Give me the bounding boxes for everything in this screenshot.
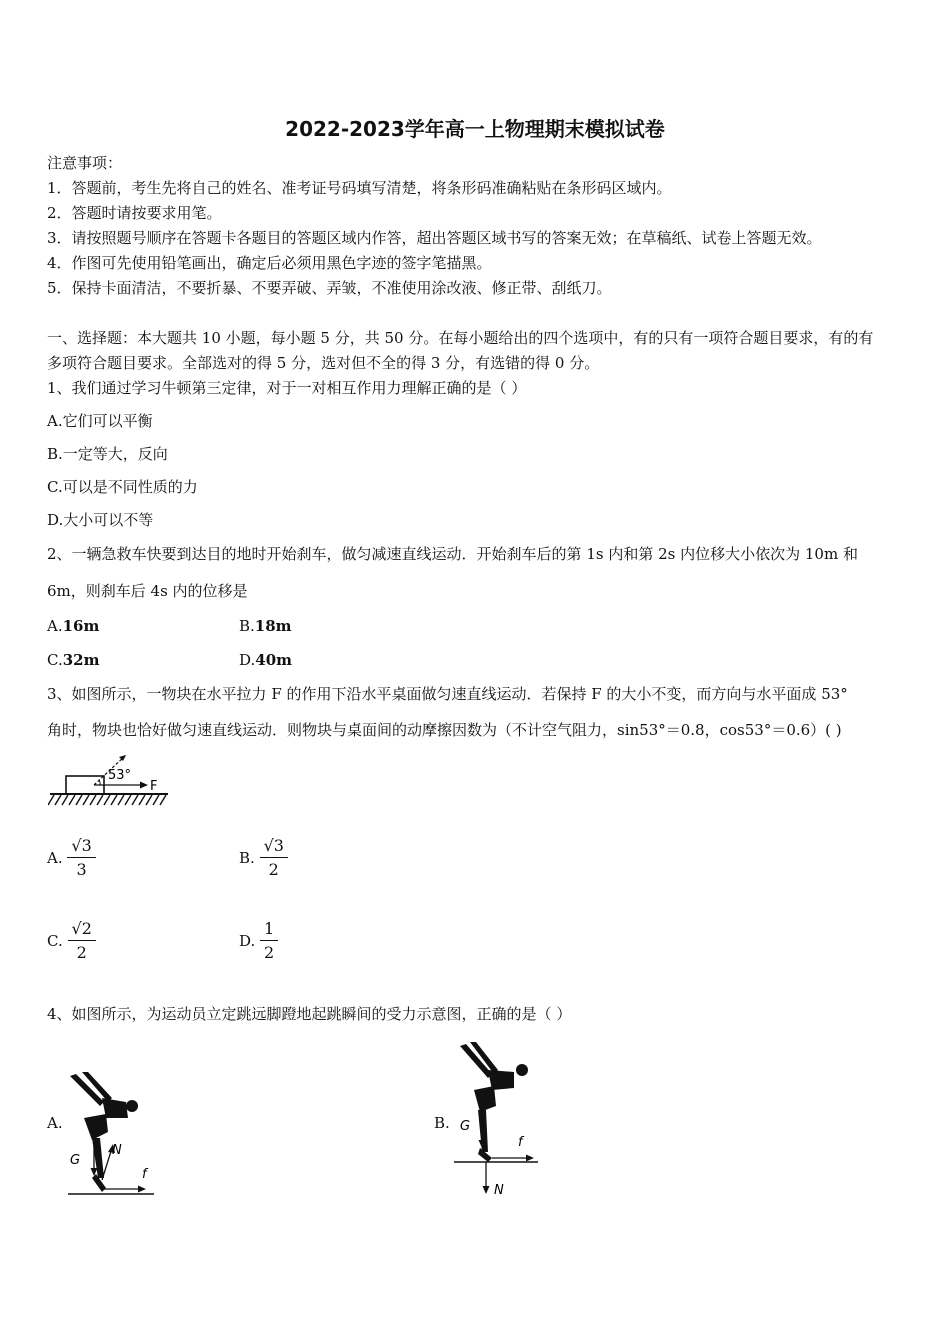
label-f: f (518, 1135, 523, 1150)
fraction: $\frac{√3}{2}$ (260, 836, 288, 880)
q4-option-a-label: A. (47, 1114, 63, 1132)
notes-item: 3．请按照题号顺序在答题卡各题目的答题区域内作答，超出答题区域书写的答案无效；在草稿纸、试卷上答题无效。 (47, 229, 822, 247)
q1-option-d: D.大小可以不等 (47, 511, 154, 529)
section-header-line2: 多项符合题目要求。全部选对的得 5 分，选对但不全的得 3 分，有选错的得 0 分。 (47, 354, 600, 372)
q2-option-c: C.32m (47, 651, 100, 669)
fraction: $\frac{1}{2}$ (260, 919, 278, 963)
fraction: $\frac{√3}{3}$ (67, 836, 95, 880)
q2-option-d: D.40m (239, 651, 293, 669)
q4-stem: 4、如图所示，为运动员立定跳远脚蹬地起跳瞬间的受力示意图，正确的是（ ） (47, 1005, 572, 1023)
notes-heading: 注意事项： (47, 154, 123, 172)
q3-option-b: B. $\frac{√3}{2}$ (239, 836, 288, 880)
section-header-line1: 一、选择题：本大题共 10 小题，每小题 5 分，共 50 分。在每小题给出的四个选项中，有的只有一项符合题目要求，有的有 (47, 329, 874, 347)
q4-option-b-label: B. (434, 1114, 450, 1132)
q3-stem-line2: 角时，物块也恰好做匀速直线运动．则物块与桌面间的动摩擦因数为（不计空气阻力，sin53°＝0.8，cos53°＝0.6）( ) (47, 721, 842, 739)
label-f: f (142, 1167, 147, 1182)
q1-stem: 1、我们通过学习牛顿第三定律，对于一对相互作用力理解正确的是（ ） (47, 379, 527, 397)
label-n: N (112, 1143, 122, 1158)
q2-stem-line1: 2、一辆急救车快要到达目的地时开始刹车，做匀减速直线运动．开始刹车后的第 1s 内和第 2s 内位移大小依次为 10m 和 (47, 545, 858, 563)
label-g: G (460, 1119, 471, 1134)
label-n: N (494, 1183, 504, 1198)
notes-item: 4．作图可先使用铅笔画出，确定后必须用黑色字迹的签字笔描黑。 (47, 254, 492, 272)
q4-figure-a-athlete-forces (62, 1068, 162, 1200)
q3-option-d: D. $\frac{1}{2}$ (239, 919, 278, 963)
angle-label: 53° (108, 768, 132, 783)
q2-option-a: A.16m (47, 617, 100, 635)
q1-option-a: A.它们可以平衡 (47, 412, 153, 430)
q3-stem-line1: 3、如图所示，一物块在水平拉力 F 的作用下沿水平桌面做匀速直线运动．若保持 F 的大小不变，而方向与水平面成 53° (47, 685, 848, 703)
q3-option-a: A. $\frac{√3}{3}$ (47, 836, 96, 880)
force-label: F (150, 779, 158, 794)
q2-stem-line2: 6m，则刹车后 4s 内的位移是 (47, 582, 248, 600)
q3-option-c: C. $\frac{√2}{2}$ (47, 919, 96, 963)
q1-option-b: B.一定等大，反向 (47, 445, 168, 463)
q2-option-b: B.18m (239, 617, 292, 635)
label-g: G (70, 1153, 81, 1168)
fraction: $\frac{√2}{2}$ (68, 919, 96, 963)
q4-figure-b-athlete-forces (452, 1040, 542, 1200)
q1-option-c: C.可以是不同性质的力 (47, 478, 198, 496)
notes-item: 1．答题前，考生先将自己的姓名、准考证号码填写清楚，将条形码准确粘贴在条形码区域内。 (47, 179, 672, 197)
q3-figure-block-on-table (48, 748, 170, 820)
notes-item: 5．保持卡面清洁，不要折暴、不要弄破、弄皱，不准使用涂改液、修正带、刮纸刀。 (47, 279, 612, 297)
page-title: 2022-2023学年高一上物理期末模拟试卷 (285, 117, 665, 141)
notes-item: 2．答题时请按要求用笔。 (47, 204, 222, 222)
